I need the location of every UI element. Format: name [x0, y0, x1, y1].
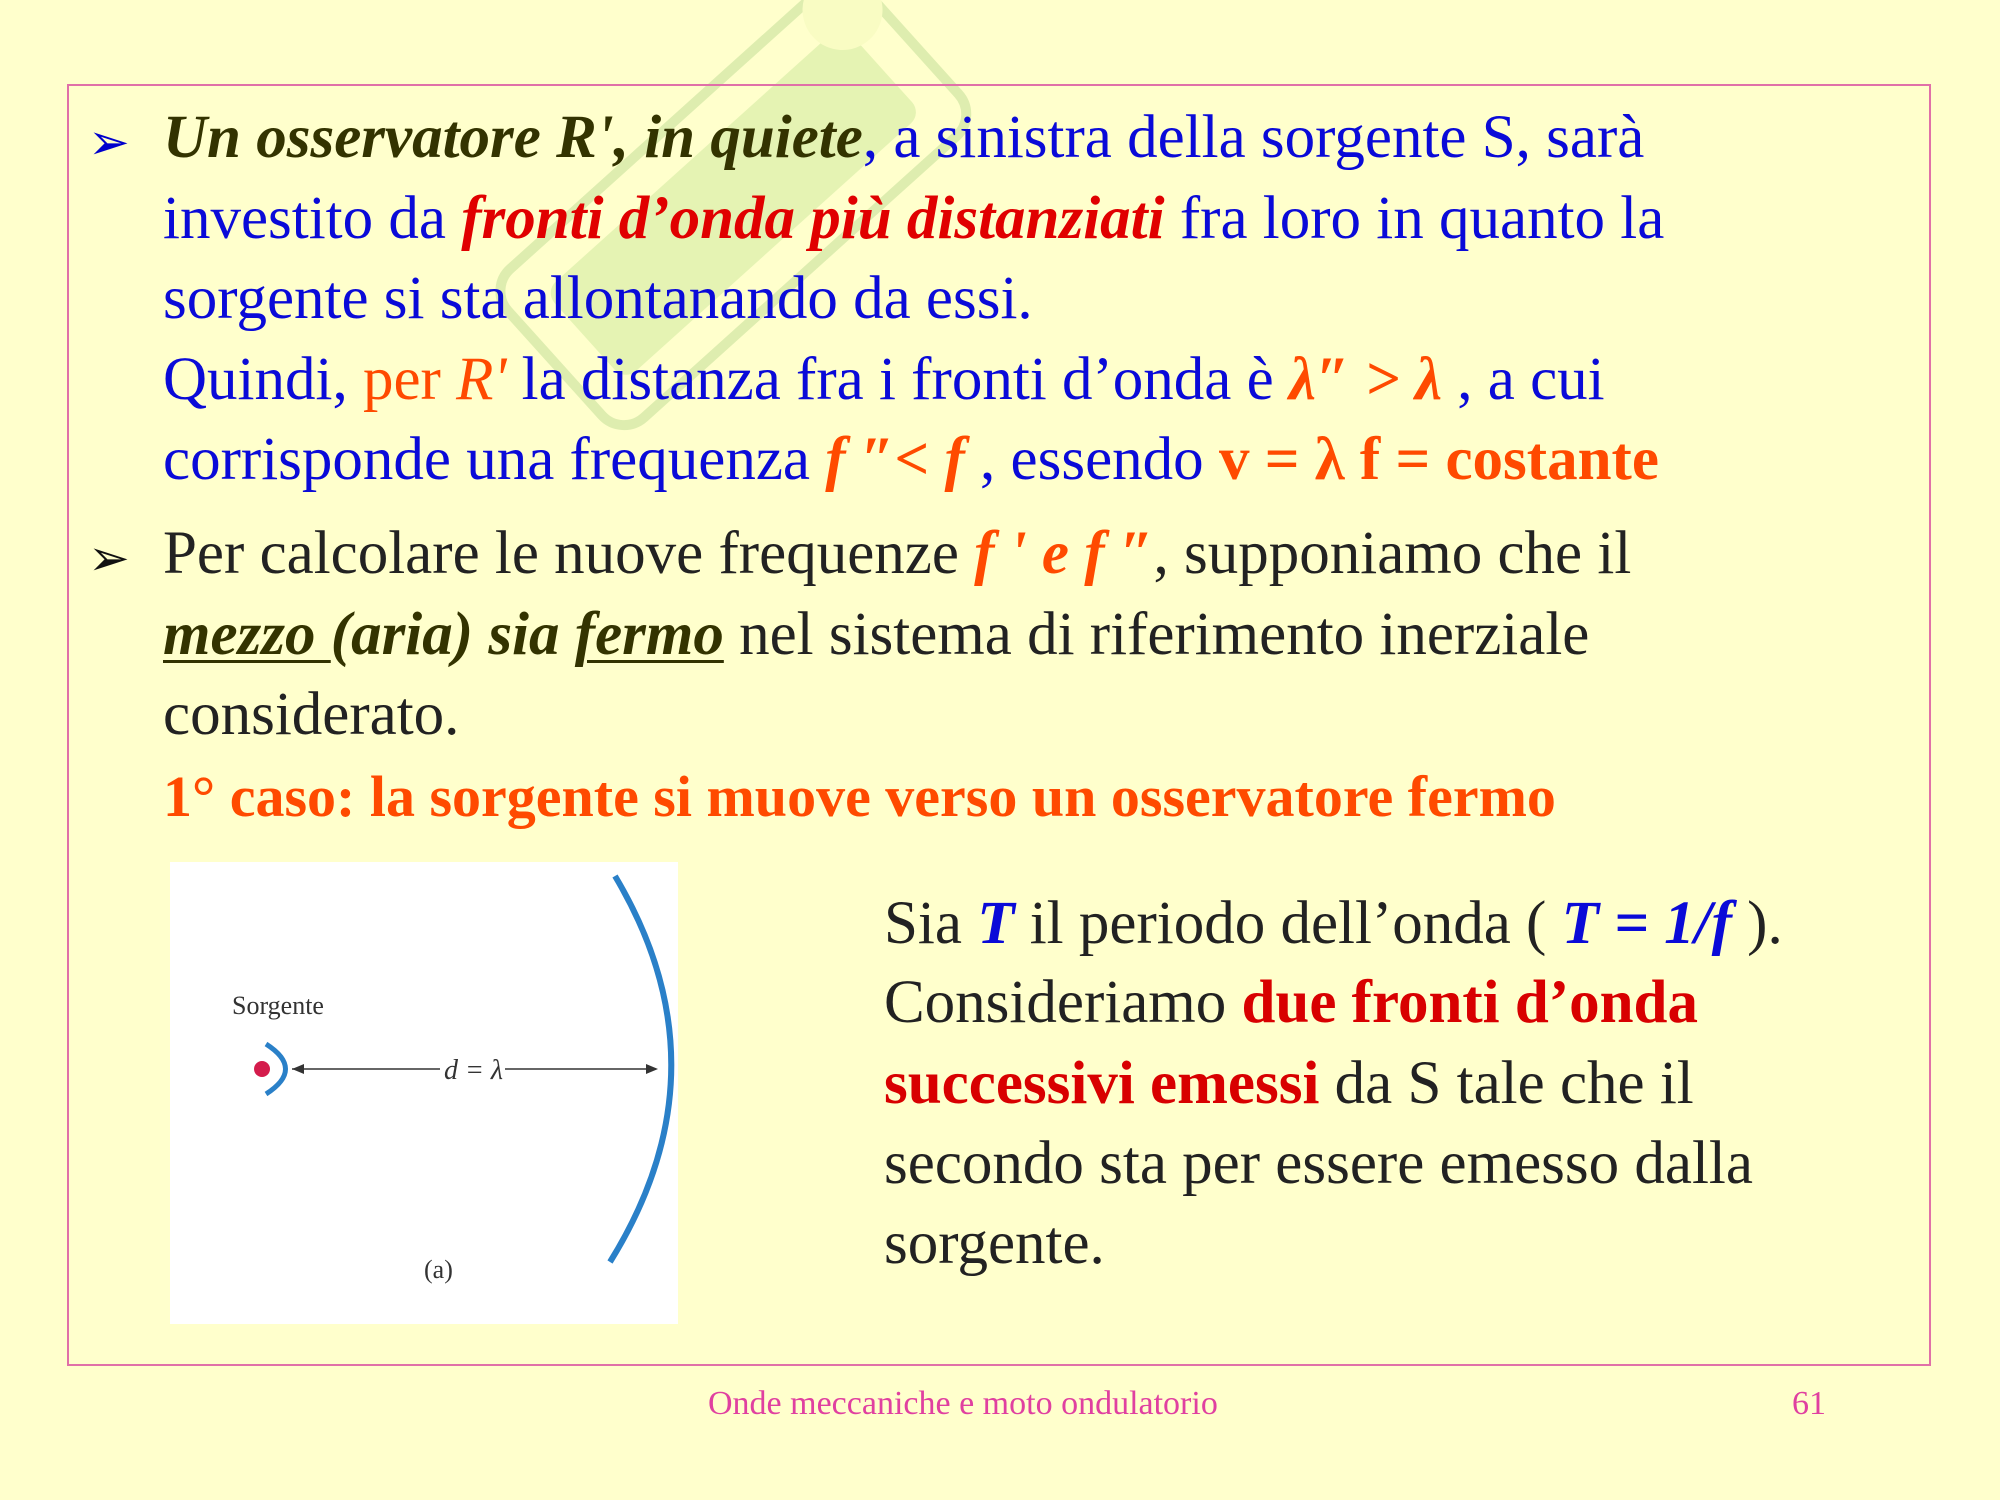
panel-label: (a) [424, 1255, 453, 1284]
new-frequencies: f ' e f ″ [974, 520, 1154, 587]
p1-line-4: Quindi, per R' la distanza fra i fronti d’onda è λ″ > λ , a cui [163, 346, 1605, 413]
lambda-inequality: λ″ > λ [1288, 346, 1443, 413]
right-line-5: sorgente. [884, 1210, 1105, 1277]
period-formula: T = 1/f [1561, 890, 1732, 957]
right-line-3: successivi emessi da S tale che il [884, 1050, 1694, 1117]
distance-label: d = λ [444, 1055, 504, 1086]
source-label: Sorgente [232, 991, 324, 1020]
p1-line-1: Un osservatore R', in quiete, a sinistra della sorgente S, sarà [163, 104, 1645, 171]
case-heading: 1° caso: la sorgente si muove verso un osservatore fermo [163, 764, 1556, 829]
velocity-formula: v = λ f = costante [1218, 426, 1659, 493]
page-number: 61 [1792, 1385, 1826, 1422]
p1-line-5: corrisponde una frequenza f ″< f , essendo v = λ f = costante [163, 426, 1659, 493]
p2-line-1: Per calcolare le nuove frequenze f ' e f ″, supponiamo che il [163, 520, 1632, 587]
p1-observer-text: Un osservatore R', in quiete [163, 104, 863, 171]
bullet-arrow-icon: ➢ [88, 113, 130, 171]
source-dot [254, 1061, 270, 1077]
right-line-4: secondo sta per essere emesso dalla [884, 1130, 1753, 1197]
frequency-inequality: f ″< f [825, 426, 965, 493]
footer-title: Onde meccaniche e moto ondulatorio [708, 1385, 1218, 1422]
p1-line-3: sorgente si sta allontanando da essi. [163, 265, 1033, 332]
p2-line-3: considerato. [163, 681, 460, 748]
right-line-2: Consideriamo due fronti d’onda [884, 969, 1698, 1036]
bullet-arrow-icon: ➢ [88, 529, 130, 587]
doppler-figure [170, 862, 678, 1324]
p1-line-2: investito da fronti d’onda più distanziati fra loro in quanto la [163, 185, 1665, 252]
right-line-1: Sia T il periodo dell’onda ( T = 1/f ). [884, 890, 1783, 957]
p1-highlight: fronti d’onda più distanziati [461, 185, 1165, 252]
p2-line-2: mezzo (aria) sia fermo nel sistema di riferimento inerziale [163, 601, 1590, 668]
